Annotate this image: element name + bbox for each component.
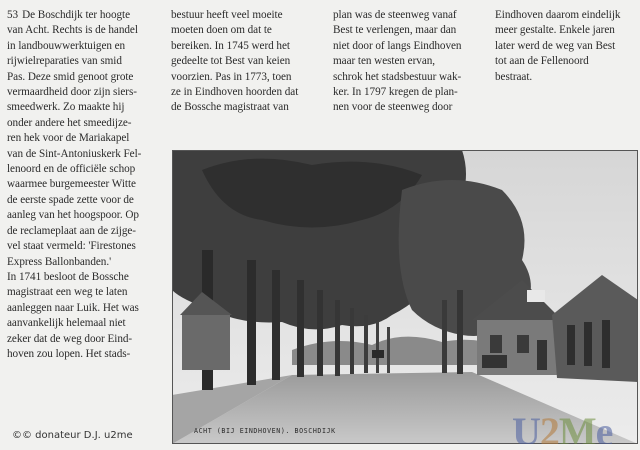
building-window xyxy=(584,322,592,366)
text-line: moeten doen om dat te xyxy=(171,24,272,37)
text-line: aanleg van het hoogspoor. Op xyxy=(7,209,139,222)
text-line: vermaardheid door zijn siers- xyxy=(7,86,137,99)
text-line: de eerste spade zette voor de xyxy=(7,193,134,206)
photo-caption: ACHT (BIJ EINDHOVEN). BOSCHDIJK xyxy=(194,427,336,435)
historic-photo xyxy=(172,150,638,444)
text-line: gedeelte tot Best van keien xyxy=(171,55,291,68)
text-line: in landbouwwerktuigen en xyxy=(7,39,126,52)
tree-trunk xyxy=(335,300,340,376)
tree-trunk xyxy=(297,280,304,377)
house-left xyxy=(182,315,230,370)
text-line: aanvankelijk helemaal niet xyxy=(7,317,126,330)
text-line: later werd de weg van Best xyxy=(495,39,616,52)
text-line: nen voor de steenweg door xyxy=(333,101,453,114)
tree-trunk xyxy=(442,300,447,373)
text-line: van de Sint-Antoniuskerk Fel- xyxy=(7,147,142,160)
text-line: ker. In 1797 kregen de plan- xyxy=(333,86,458,99)
text-line: bestraat. xyxy=(495,70,533,83)
text-line: rijwielreparaties van smid xyxy=(7,55,122,68)
text-line: lenoord en de officiële schop xyxy=(7,163,136,176)
text-line: In 1741 besloot de Bossche xyxy=(7,270,129,283)
text-line: schrok het stadsbestuur wak- xyxy=(333,70,462,83)
tree-trunk xyxy=(364,315,368,373)
u2me-watermark-logo: U2Me xyxy=(512,409,613,444)
tree-trunk xyxy=(457,290,463,374)
text-line: maar ten westen ervan, xyxy=(333,55,436,68)
text-line: niet door of langs Eindhoven xyxy=(333,39,462,52)
text-line: tot aan de Fellenoord xyxy=(495,55,589,68)
text-line: ren hek voor de Mariakapel xyxy=(7,132,130,145)
tree-trunk xyxy=(317,290,323,376)
text-line: 53 De Boschdijk ter hoogte xyxy=(7,9,131,21)
cart xyxy=(482,355,507,368)
text-line: de Bossche magistraat van xyxy=(171,101,289,114)
building-door xyxy=(537,340,547,370)
text-line: voorzien. Pas in 1773, toen xyxy=(171,70,292,83)
text-column-3 xyxy=(333,8,483,116)
building-window xyxy=(602,320,610,368)
advertising-sign xyxy=(527,290,545,302)
text-line: bereiken. In 1745 werd het xyxy=(171,39,290,52)
building-window xyxy=(567,325,575,365)
text-column-2 xyxy=(171,8,321,116)
text-column-1 xyxy=(7,8,159,362)
note-number: 53 xyxy=(7,9,19,21)
building-window xyxy=(490,335,502,353)
text-line: ze in Eindhoven hoorden dat xyxy=(171,86,299,99)
text-line: vel staat vermeld: 'Firestones xyxy=(7,240,136,253)
text-line: Express Ballonbanden.' xyxy=(7,255,112,268)
text-line: aanleggen naar Luik. Het was xyxy=(7,301,139,314)
text-line: Eindhoven daarom eindelijk xyxy=(495,9,621,21)
text-line: Pas. Deze smid genoot grote xyxy=(7,70,134,83)
text-line: Best te verlengen, maar dan xyxy=(333,24,457,37)
tree-trunk xyxy=(247,260,256,385)
image-credit: ©© donateur D.J. u2me xyxy=(12,430,133,441)
photo-scene xyxy=(172,150,638,444)
text-line: waarmee burgemeester Witte xyxy=(7,178,136,191)
text-line: hoven zou lopen. Het stads- xyxy=(7,347,131,360)
text-line: plan was de steenweg vanaf xyxy=(333,9,457,21)
text-line: smeedwerk. Zo maakte hij xyxy=(7,101,125,114)
text-line: meer gestalte. Enkele jaren xyxy=(495,24,615,37)
text-line: de reclameplaat aan de zijge- xyxy=(7,224,136,237)
tree-trunk xyxy=(387,327,390,373)
vintage-car xyxy=(372,350,384,358)
text-line: bestuur heeft veel moeite xyxy=(171,9,283,21)
text-line: magistraat een weg te laten xyxy=(7,286,128,299)
text-column-4 xyxy=(495,8,635,85)
tree-trunk xyxy=(272,270,280,380)
text-line: onder andere het smeedijze- xyxy=(7,116,132,129)
tree-trunk xyxy=(376,322,379,373)
building-window xyxy=(517,335,529,353)
tree-trunk xyxy=(350,308,354,374)
text-line: van Acht. Rechts is de handel xyxy=(7,24,138,37)
text-line: zeker dat de weg door Eind- xyxy=(7,332,133,345)
